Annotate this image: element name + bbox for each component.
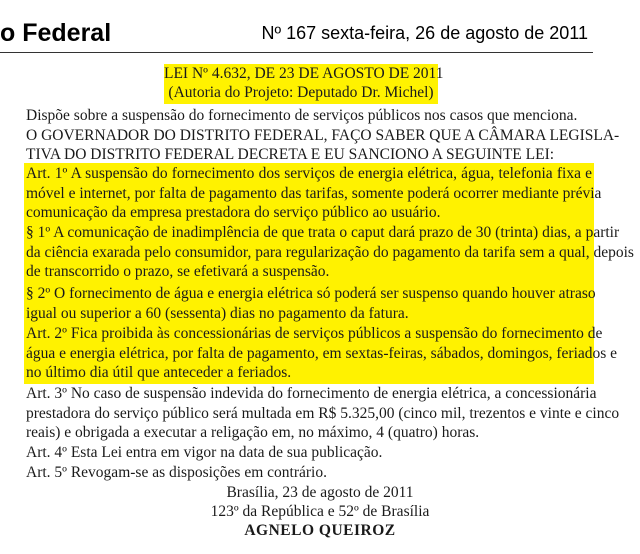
article-1-line: comunicação da empresa prestadora do serviço público ao usuário.: [26, 204, 441, 221]
preamble-line-2: TIVA DO DISTRITO FEDERAL DECRETA E EU SANCIONO A SEGUINTE LEI:: [26, 146, 555, 163]
article-4: Art. 4º Esta Lei entra em vigor na data de sua publicação.: [26, 444, 383, 461]
paragraph-2-line: § 2º O fornecimento de água e energia elétrica só poderá ser suspenso quando houver atraso: [26, 285, 596, 302]
article-3-line: Art. 3º No caso de suspensão indevida do fornecimento de energia elétrica, a concessionária: [26, 385, 597, 402]
article-2: [26, 324, 618, 383]
law-title: LEI Nº 4.632, DE 23 DE AGOSTO DE 2011: [164, 65, 444, 82]
article-3: [26, 384, 620, 443]
law-author: (Autoria do Projeto: Deputado Dr. Michel): [168, 84, 434, 101]
article-1-line: Art. 1º A suspensão do fornecimento dos serviços de energia elétrica, água, telefonia fixa e: [26, 165, 592, 182]
article-2-line: Art. 2º Fica proibida às concessionárias de serviços públicos a suspensão do fornecimento de: [26, 325, 603, 342]
paragraph-1-line: da ciência exarada pelo consumidor, para regularização do pagamento da tarifa sem a qual, depois: [26, 243, 634, 261]
law-heading-highlight: [164, 64, 444, 104]
header-divider: [0, 52, 593, 53]
article-1-line: móvel e internet, por falta de pagamento das tarifas, somente poderá ocorrer mediante prévia: [26, 184, 602, 202]
law-summary-block: [26, 106, 620, 165]
article-2-line: no último dia útil que anteceder a feriados.: [26, 364, 292, 381]
article-3-line: reais) e obrigada a executar a religação em, no máximo, 4 (quatro) horas.: [26, 424, 480, 441]
article-5: Art. 5º Revogam-se as disposições em contrário.: [26, 463, 327, 481]
paragraph-2-line: igual ou superior a 60 (sessenta) dias no pagamento da fatura.: [26, 304, 409, 322]
issue-info: Nº 167 sexta-feira, 26 de agosto de 2011: [261, 23, 588, 43]
signature-block: [0, 483, 640, 540]
article-1: [26, 164, 602, 223]
paragraph-2: [26, 284, 596, 323]
preamble-line-1: O GOVERNADOR DO DISTRITO FEDERAL, FAÇO SABER QUE A CÂMARA LEGISLA-: [26, 126, 620, 144]
paragraph-1: [26, 223, 634, 282]
gazette-masthead: [0, 18, 600, 48]
year-line: 123º da República e 52º de Brasília: [210, 503, 430, 520]
gazette-title: o Federal: [0, 19, 112, 47]
paragraph-1-line: § 1º A comunicação de inadimplência de que trata o caput dará prazo de 30 (trinta) dias, a partir: [26, 224, 620, 241]
final-articles: [26, 443, 592, 482]
paragraph-1-line: de transcorrido o prazo, se efetivará a suspensão.: [26, 263, 330, 280]
signatory-name: AGNELO QUEIROZ: [244, 522, 396, 539]
article-3-line: prestadora do serviço público será multada em R$ 5.325,00 (cinco mil, trezentos e vinte e cinco: [26, 404, 620, 422]
article-2-line: água e energia elétrica, por falta de pagamento, em sextas-feiras, sábados, domingos, feriados e: [26, 344, 618, 362]
place-date: Brasília, 23 de agosto de 2011: [226, 484, 414, 501]
law-summary: Dispõe sobre a suspensão do fornecimento de serviços públicos nos casos que menciona.: [26, 107, 578, 124]
